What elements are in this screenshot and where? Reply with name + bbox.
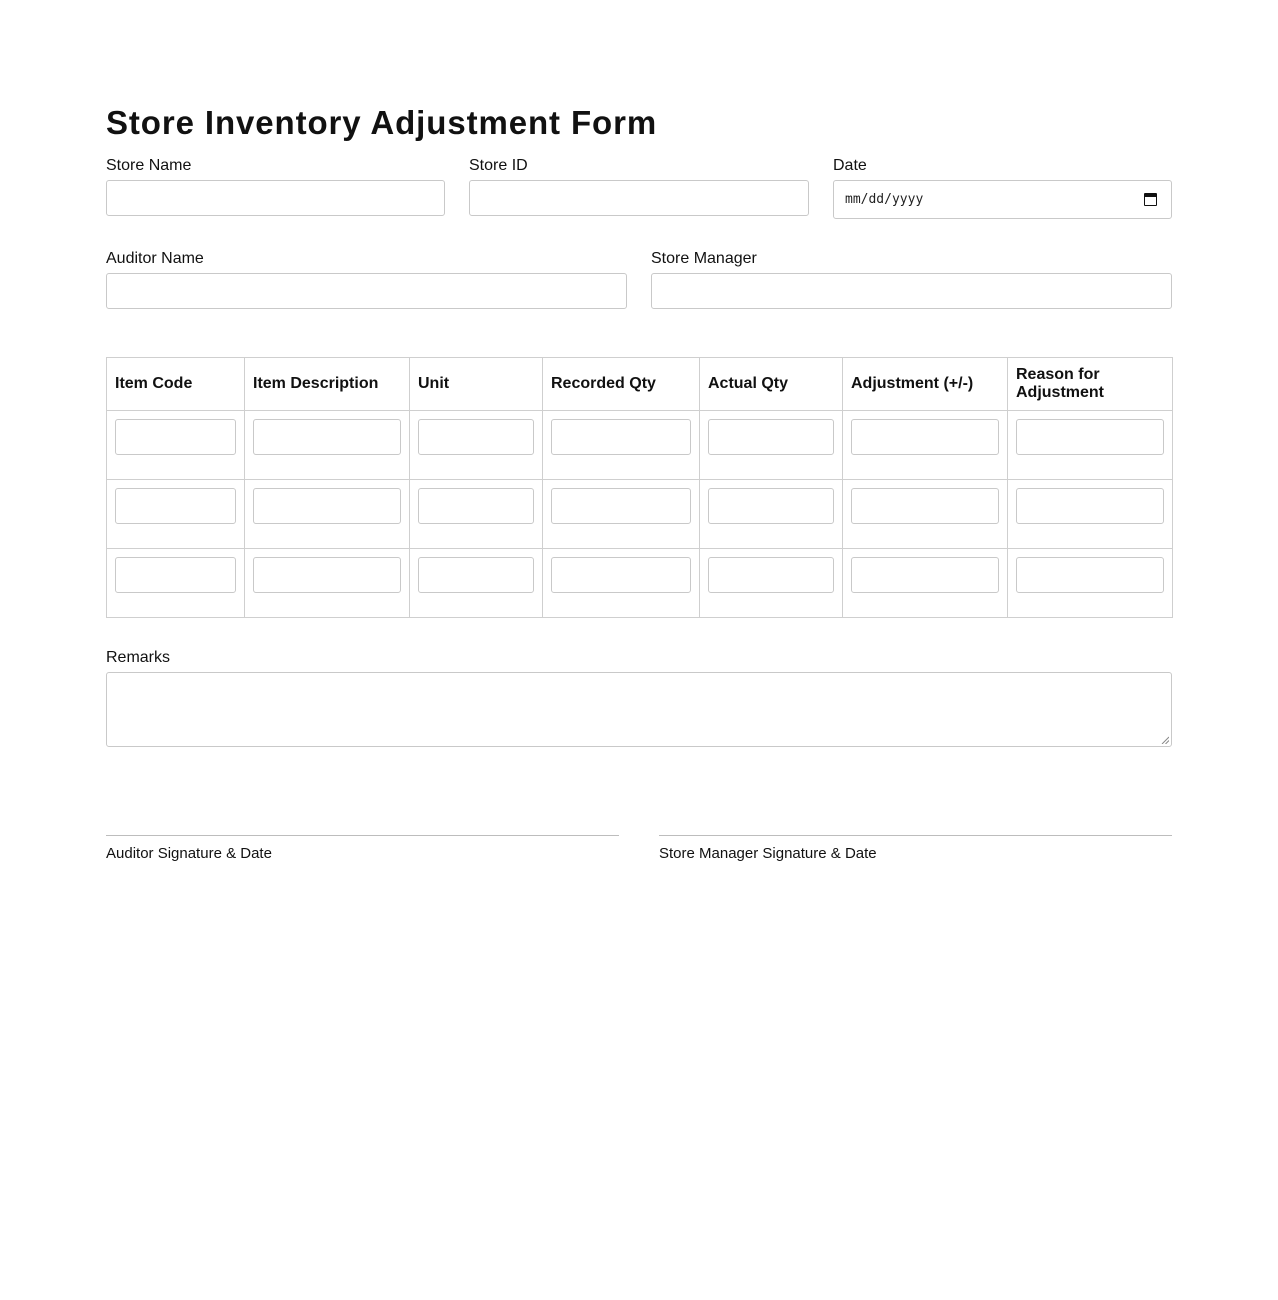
- table-cell: [1008, 411, 1173, 480]
- item-description-input[interactable]: [253, 488, 401, 524]
- item-code-input[interactable]: [115, 557, 236, 593]
- store-id-input[interactable]: [469, 180, 809, 216]
- auditor-signature-line: [106, 835, 619, 862]
- column-header-recorded-qty: Recorded Qty: [543, 358, 700, 411]
- auditor-name-input[interactable]: [106, 273, 627, 309]
- date-label: Date: [833, 157, 867, 174]
- remarks-textarea[interactable]: [106, 672, 1172, 747]
- unit-input[interactable]: [418, 488, 534, 524]
- recorded-qty-input[interactable]: [551, 488, 691, 524]
- table-cell: [245, 480, 410, 549]
- recorded-qty-input[interactable]: [551, 557, 691, 593]
- auditor-signature-label: Auditor Signature & Date: [106, 845, 272, 862]
- store-id-label: Store ID: [469, 157, 528, 174]
- date-group: [833, 156, 1172, 219]
- table-cell: [107, 480, 245, 549]
- item-description-input[interactable]: [253, 419, 401, 455]
- table-cell: [700, 411, 843, 480]
- reason-input[interactable]: [1016, 488, 1164, 524]
- table-cell: [843, 549, 1008, 618]
- unit-input[interactable]: [418, 557, 534, 593]
- column-header-reason: Reason for Adjustment: [1008, 358, 1173, 411]
- table-cell: [1008, 549, 1173, 618]
- table-cell: [107, 411, 245, 480]
- table-cell: [700, 480, 843, 549]
- store-name-group: [106, 156, 445, 216]
- table-cell: [107, 549, 245, 618]
- table-cell: [543, 480, 700, 549]
- item-code-input[interactable]: [115, 488, 236, 524]
- resize-grip-icon[interactable]: [1161, 736, 1169, 744]
- table-row: [107, 549, 1173, 618]
- table-cell: [410, 411, 543, 480]
- calendar-icon[interactable]: [1144, 193, 1157, 206]
- store-manager-group: [651, 249, 1172, 309]
- table-cell: [410, 549, 543, 618]
- auditor-name-group: [106, 249, 627, 309]
- actual-qty-input[interactable]: [708, 488, 834, 524]
- item-code-input[interactable]: [115, 419, 236, 455]
- date-placeholder: mm/dd/yyyy: [845, 192, 924, 207]
- store-info-row: [106, 156, 1172, 218]
- table-cell: [245, 549, 410, 618]
- table-cell: [700, 549, 843, 618]
- remarks-label: Remarks: [106, 649, 171, 666]
- items-table: [106, 357, 1173, 618]
- actual-qty-input[interactable]: [708, 419, 834, 455]
- unit-input[interactable]: [418, 419, 534, 455]
- table-cell: [543, 549, 700, 618]
- table-header-row: [107, 358, 1173, 411]
- manager-signature-label: Store Manager Signature & Date: [659, 845, 877, 862]
- table-cell: [1008, 480, 1173, 549]
- personnel-row: [106, 249, 1172, 301]
- column-header-actual-qty: Actual Qty: [700, 358, 843, 411]
- table-cell: [543, 411, 700, 480]
- store-id-group: [469, 156, 809, 216]
- adjustment-input[interactable]: [851, 488, 999, 524]
- item-description-input[interactable]: [253, 557, 401, 593]
- table-row: [107, 480, 1173, 549]
- column-header-unit: Unit: [410, 358, 543, 411]
- manager-signature-line: [659, 835, 1172, 862]
- adjustment-input[interactable]: [851, 419, 999, 455]
- store-name-label: Store Name: [106, 157, 192, 174]
- auditor-name-label: Auditor Name: [106, 250, 204, 267]
- column-header-item-code: Item Code: [107, 358, 245, 411]
- date-input[interactable]: [833, 180, 1172, 219]
- store-manager-label: Store Manager: [651, 250, 757, 267]
- actual-qty-input[interactable]: [708, 557, 834, 593]
- adjustment-input[interactable]: [851, 557, 999, 593]
- table-cell: [245, 411, 410, 480]
- column-header-item-description: Item Description: [245, 358, 410, 411]
- store-manager-input[interactable]: [651, 273, 1172, 309]
- recorded-qty-input[interactable]: [551, 419, 691, 455]
- remarks-group: [106, 648, 1172, 747]
- table-cell: [843, 411, 1008, 480]
- reason-input[interactable]: [1016, 419, 1164, 455]
- column-header-adjustment: Adjustment (+/-): [843, 358, 1008, 411]
- table-cell: [843, 480, 1008, 549]
- reason-input[interactable]: [1016, 557, 1164, 593]
- inventory-adjustment-form: [106, 100, 1172, 862]
- table-cell: [410, 480, 543, 549]
- form-title: Store Inventory Adjustment Form: [106, 104, 658, 141]
- table-row: [107, 411, 1173, 480]
- store-name-input[interactable]: [106, 180, 445, 216]
